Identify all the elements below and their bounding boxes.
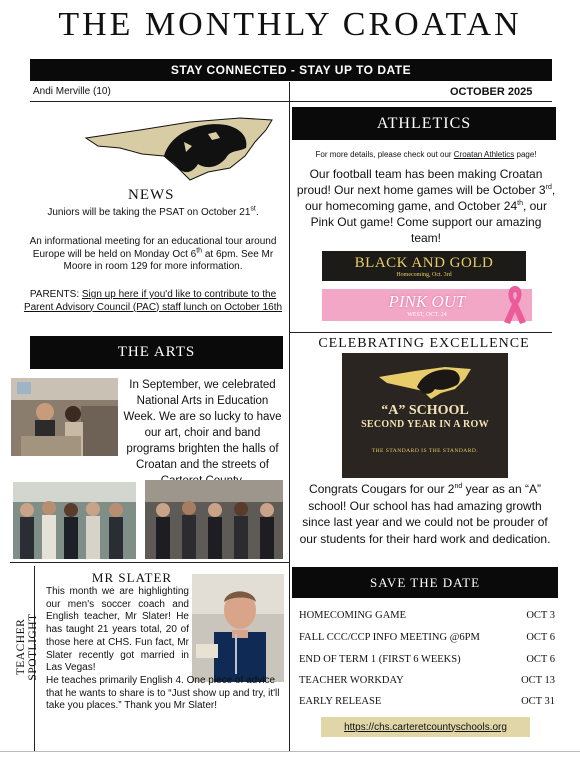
newsletter-title: THE MONTHLY CROATAN xyxy=(58,6,522,43)
event-name: TEACHER WORKDAY xyxy=(299,675,404,686)
psat-text: Juniors will be taking the PSAT on October 21 xyxy=(47,207,251,218)
cougar-logo-small-image xyxy=(375,361,475,401)
column-divider-top xyxy=(289,82,290,332)
europe-tour-text: An informational meeting for an educational tour around Europe will be held on Monday Oct 6 xyxy=(29,236,277,260)
event-name: HOMECOMING GAME xyxy=(299,610,407,621)
issue-date: OCTOBER 2025 xyxy=(450,86,533,98)
event-name: FALL CCC/CCP INFO MEETING @6PM xyxy=(299,632,480,643)
art-class-photo xyxy=(11,378,118,456)
athletics-heading: ATHLETICS xyxy=(376,114,472,132)
event-row xyxy=(299,632,555,643)
black-and-gold-graphic xyxy=(322,251,526,281)
pink-out-title: PINK OUT xyxy=(388,292,466,311)
event-date: OCT 3 xyxy=(526,610,555,621)
europe-tour-end: at 6pm. See Mr Moore in room 129 for more information. xyxy=(63,248,274,272)
mr-slater-flow-text: This month we are highlighting our men's soccer coach and English teacher, Mr Slater! He has taught 21 years total, 20 of those here at CHS. Fun fact, Mr Slater recently got married in Las Vegas! xyxy=(46,586,189,674)
mr-slater-paragraph xyxy=(46,586,285,713)
football-text-3: , our Pink Out game! Come support our amazing team! xyxy=(310,199,547,245)
arts-paragraph: In September, we celebrated National Arts in Education Week. We are so lucky to have our art, choir and band programs brighten the halls of Croatan and the streets of xyxy=(123,379,282,471)
school-website-link[interactable]: https://chs.carteretcountyschools.org xyxy=(344,721,507,733)
black-and-gold-title: BLACK AND GOLD xyxy=(354,254,494,271)
a-school-subtitle: SECOND YEAR IN A ROW xyxy=(361,419,489,430)
congrats-sup: nd xyxy=(454,483,463,490)
football-text-2: , our homecoming game, and October 24 xyxy=(305,183,556,213)
event-date: OCT 6 xyxy=(526,632,555,643)
arts-heading: THE ARTS xyxy=(117,344,196,360)
athletics-details-text: For more details, please check out our xyxy=(315,150,454,159)
pink-ribbon-icon xyxy=(500,282,530,326)
choir-photo xyxy=(13,482,136,559)
header-divider xyxy=(30,101,552,102)
event-row xyxy=(299,675,555,686)
athletics-details xyxy=(294,150,558,159)
cougar-logo-image xyxy=(80,108,280,188)
athletics-details-end: page! xyxy=(514,150,537,159)
a-school-motto: THE STANDARD IS THE STANDARD. xyxy=(371,448,479,454)
event-date: OCT 31 xyxy=(521,696,555,707)
teacher-spotlight-label: TEACHER SPOTLIGHT xyxy=(15,613,39,681)
black-and-gold-subtitle: Homecoming, Oct. 3rd xyxy=(396,271,452,278)
mr-slater-full-text: He teaches primarily English 4. One piece of advice that he wants to share is to “Just show up and try, it'll take you places.” Thank you Mr Slater! xyxy=(46,674,280,712)
football-sup-2: th xyxy=(517,200,523,207)
excellence-heading: CELEBRATING EXCELLENCE xyxy=(318,336,530,351)
congrats-paragraph xyxy=(294,481,556,547)
pac-label: PARENTS: xyxy=(29,289,82,300)
event-name: EARLY RELEASE xyxy=(299,696,382,707)
event-row xyxy=(299,654,555,665)
event-name: END OF TERM 1 (FIRST 6 WEEKS) xyxy=(299,654,461,665)
event-date: OCT 13 xyxy=(521,675,555,686)
save-the-date-heading: SAVE THE DATE xyxy=(369,574,481,590)
news-heading: NEWS xyxy=(128,187,175,203)
croatan-athletics-link[interactable]: Croatan Athletics xyxy=(453,150,515,159)
arts-heading-banner xyxy=(30,336,283,369)
football-paragraph xyxy=(294,166,558,246)
stay-connected-text: STAY CONNECTED - STAY UP TO DATE xyxy=(170,63,412,77)
athletics-heading-banner xyxy=(292,107,556,140)
congrats-text-1: Congrats Cougars for our 2 xyxy=(309,482,455,496)
psat-sup: st xyxy=(250,205,256,213)
europe-tour-note xyxy=(22,236,284,274)
save-the-date-banner xyxy=(292,567,558,598)
a-school-title: “A” SCHOOL xyxy=(381,403,469,418)
event-date: OCT 6 xyxy=(526,654,555,665)
page-bottom-rule xyxy=(0,751,580,752)
football-text-1: Our football team has been making Croatan proud! Our next home games will be October 3 xyxy=(296,167,546,197)
author-credit: Andi Merville (10) xyxy=(33,86,111,97)
psat-end: . xyxy=(255,207,259,218)
europe-tour-sup: th xyxy=(196,247,203,255)
pink-out-subtitle: WEST, OCT. 24 xyxy=(407,312,447,318)
stay-connected-banner xyxy=(30,59,552,81)
column-divider-bottom xyxy=(289,332,290,752)
football-sup-1: rd xyxy=(545,184,552,191)
event-row xyxy=(299,610,555,621)
school-website-box xyxy=(321,717,530,737)
mr-slater-heading: MR SLATER xyxy=(91,570,173,585)
pac-signup-link[interactable]: Sign up here if you'd like to contribute to the Parent Advisory Council (PAC) staff lunch on October 16th xyxy=(23,289,283,313)
congrats-text-2: year as an “A” school! Our school has had amazing growth since last year and we could not be prouder of our students for their hard work and dedication. xyxy=(299,482,551,546)
arts-divider xyxy=(10,562,289,563)
psat-note xyxy=(22,207,284,220)
a-school-graphic xyxy=(342,353,508,478)
athletics-divider xyxy=(290,332,552,333)
band-photo xyxy=(145,480,283,559)
pac-note xyxy=(22,289,284,314)
event-row xyxy=(299,696,555,707)
